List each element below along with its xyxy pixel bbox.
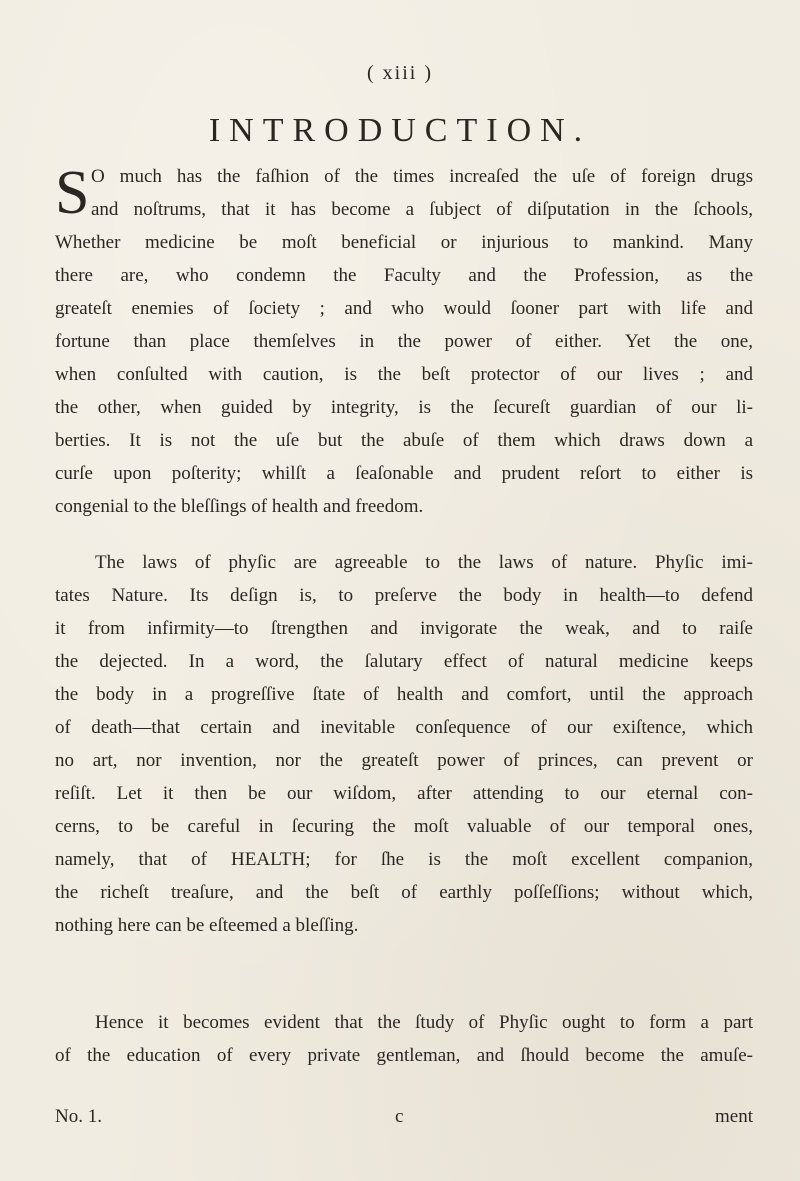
text-line: of the education of every private gentleman, and ſhould become the amuſe-: [55, 1045, 753, 1066]
text-line: O much has the faſhion of the times increaſed the uſe of foreign drugs: [91, 166, 753, 187]
drop-cap: S: [55, 159, 90, 227]
text-line: of death—that certain and inevitable conſequence of our exiſtence, which: [55, 717, 753, 738]
text-line: Hence it becomes evident that the ſtudy of Phyſic ought to form a part: [95, 1012, 753, 1033]
text-line: and noſtrums, that it has become a ſubject of diſputation in the ſchools,: [91, 199, 753, 220]
text-line: fortune than place themſelves in the power of either. Yet the one,: [55, 331, 753, 352]
text-line: berties. It is not the uſe but the abuſe of them which draws down a: [55, 430, 753, 451]
text-line: Whether medicine be moſt beneficial or injurious to mankind. Many: [55, 232, 753, 253]
text-line: the richeſt treaſure, and the beſt of earthly poſſeſſions; without which,: [55, 882, 753, 903]
signature-mark: c: [395, 1106, 404, 1127]
text-line: nothing here can be eſteemed a bleſſing.: [55, 915, 359, 936]
text-line: the body in a progreſſive ſtate of health and comfort, until the approach: [55, 684, 753, 705]
chapter-heading: INTRODUCTION.: [208, 112, 592, 149]
text-line: congenial to the bleſſings of health and freedom.: [55, 496, 424, 517]
paragraph-1: [55, 160, 753, 523]
text-line: the dejected. In a word, the ſalutary effect of natural medicine keeps: [55, 651, 753, 672]
text-line: curſe upon poſterity; whilſt a ſeaſonable and prudent reſort to either is: [55, 463, 753, 484]
text-line: no art, nor invention, nor the greateſt power of princes, can prevent or: [55, 750, 753, 771]
text-line: there are, who condemn the Faculty and the Profession, as the: [55, 265, 753, 286]
text-line: tates Nature. Its deſign is, to preſerve the body in health—to defend: [55, 585, 753, 606]
paragraph-3: [55, 1006, 753, 1072]
text-line: The laws of phyſic are agreeable to the laws of nature. Phyſic imi-: [95, 552, 753, 573]
text-line: it from infirmity—to ſtrengthen and invigorate the weak, and to raiſe: [55, 618, 753, 639]
page-footer: [55, 1106, 753, 1136]
issue-number: No. 1.: [55, 1106, 102, 1127]
page-folio: ( xiii ): [367, 62, 433, 84]
text-line: when conſulted with caution, is the beſt protector of our lives ; and: [55, 364, 753, 385]
paragraph-2: [55, 546, 753, 942]
text-line: namely, that of HEALTH; for ſhe is the moſt excellent companion,: [55, 849, 753, 870]
text-line: the other, when guided by integrity, is the ſecureſt guardian of our li-: [55, 397, 753, 418]
text-line: greateſt enemies of ſociety ; and who would ſooner part with life and: [55, 298, 753, 319]
text-line: reſiſt. Let it then be our wiſdom, after attending to our eternal con-: [55, 783, 753, 804]
catchword: ment: [715, 1106, 753, 1127]
text-line: cerns, to be careful in ſecuring the moſt valuable of our temporal ones,: [55, 816, 753, 837]
